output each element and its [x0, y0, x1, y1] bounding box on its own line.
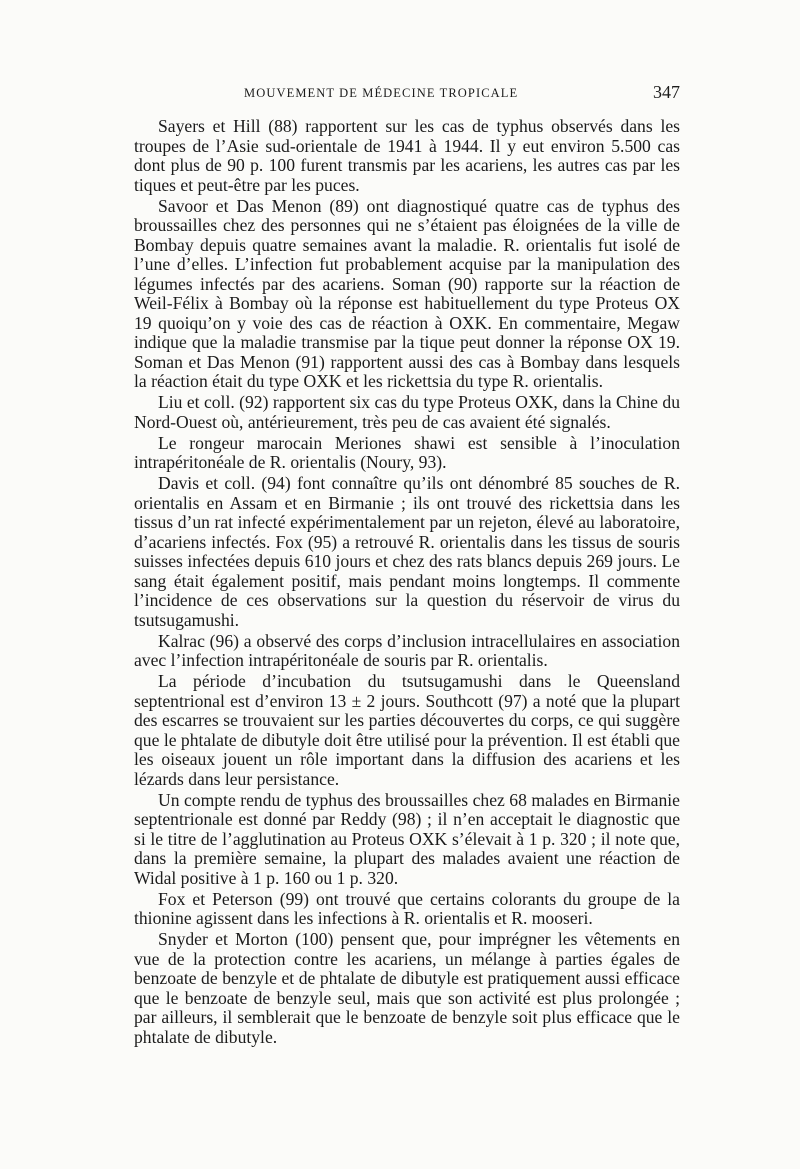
- page-number: 347: [653, 82, 680, 102]
- paragraph-davis: Davis et coll. (94) font connaître qu’ils ont dénombré 85 souches de R. orientalis en Assam et en Birmanie ; ils ont trouvé des rickettsia dans les tissus d’un rat infecté expérimentalement par un rejeton, élevé au laboratoire, d’acariens infectés. Fox (95) a retrouvé R. orientalis dans les tissus de souris suisses infectées depuis 610 jours et chez des rats blancs depuis 269 jours. Le sang était également positif, mais pendant moins longtemps. Il commente l’incidence de ces observations sur la question du réservoir de virus du tsutsugamushi.: [134, 473, 680, 630]
- paragraph-incubation: La période d’incubation du tsutsugamushi dans le Queensland septentrional est d’environ 13 ± 2 jours. Southcott (97) a noté que la plupart des escarres se trouvaient sur les parties découvertes du corps, ce qui suggère que le phtalate de dibutyle doit être utilisé pour la prévention. Il est établi que les oiseaux jouent un rôle important dans la diffusion des acariens et les lézards dans leur persistance.: [134, 671, 680, 789]
- paragraph-fox-peterson: Fox et Peterson (99) ont trouvé que certains colorants du groupe de la thionine agissent dans les infections à R. orientalis et R. mooseri.: [134, 888, 680, 928]
- running-title: MOUVEMENT DE MÉDECINE TROPICALE: [244, 86, 519, 100]
- paragraph-liu: Liu et coll. (92) rapportent six cas du type Proteus OXK, dans la Chine du Nord-Ouest où, antérieurement, très peu de cas avaient été signalés.: [134, 392, 680, 432]
- paragraph-sayers-hill: Sayers et Hill (88) rapportent sur les cas de typhus observés dans les troupes de l’Asie sud-orientale de 1941 à 1944. Il y eut environ 5.500 cas dont plus de 90 p. 100 furent transmis par les acariens, les autres cas par les tiques et peut-être par les puces.: [134, 116, 680, 195]
- running-head: [134, 82, 680, 104]
- paragraph-reddy: Un compte rendu de typhus des broussailles chez 68 malades en Birmanie septentrionale est donné par Reddy (98) ; il n’en acceptait le diagnostic que si le titre de l’agglutination au Proteus OXK s’élevait à 1 p. 320 ; il note que, dans la première semaine, la plupart des malades avaient une réaction de Widal positive à 1 p. 160 ou 1 p. 320.: [134, 789, 680, 888]
- body-text: [134, 117, 680, 1049]
- paragraph-savoor-das-menon: Savoor et Das Menon (89) ont diagnostiqué quatre cas de typhus des broussailles chez des personnes qui ne s’étaient pas éloignées de la ville de Bombay depuis quatre semaines avant la maladie. R. orientalis fut isolé de l’une d’elles. L’infection fut probablement acquise par la manipulation des légumes infectés par des acariens. Soman (90) rapporte sur la réaction de Weil-Félix à Bombay où la réponse est habituellement du type Proteus OX 19 quoiqu’on y voie des cas de réaction à OXK. En commentaire, Megaw indique que la maladie transmise par la tique peut donner la réponse OX 19. Soman et Das Menon (91) rapportent aussi des cas à Bombay dans lesquels la réaction était du type OXK et les rickettsia du type R. orientalis.: [134, 195, 680, 391]
- paragraph-snyder-morton: Snyder et Morton (100) pensent que, pour imprégner les vêtements en vue de la protection contre les acariens, un mélange à parties égales de benzoate de benzyle et de phtalate de dibutyle est pratiquement aussi efficace que le benzoate de benzyle seul, mais que son activité est plus prolongée ; par ailleurs, il semblerait que le benzoate de benzyle soit plus efficace que le phtalate de dibutyle.: [134, 929, 680, 1047]
- paragraph-meriones: Le rongeur marocain Meriones shawi est sensible à l’inoculation intrapéritonéale de R. orientalis (Noury, 93).: [134, 432, 680, 472]
- paragraph-kalrac: Kalrac (96) a observé des corps d’inclusion intracellulaires en association avec l’infection intrapéritonéale de souris par R. orientalis.: [134, 630, 680, 670]
